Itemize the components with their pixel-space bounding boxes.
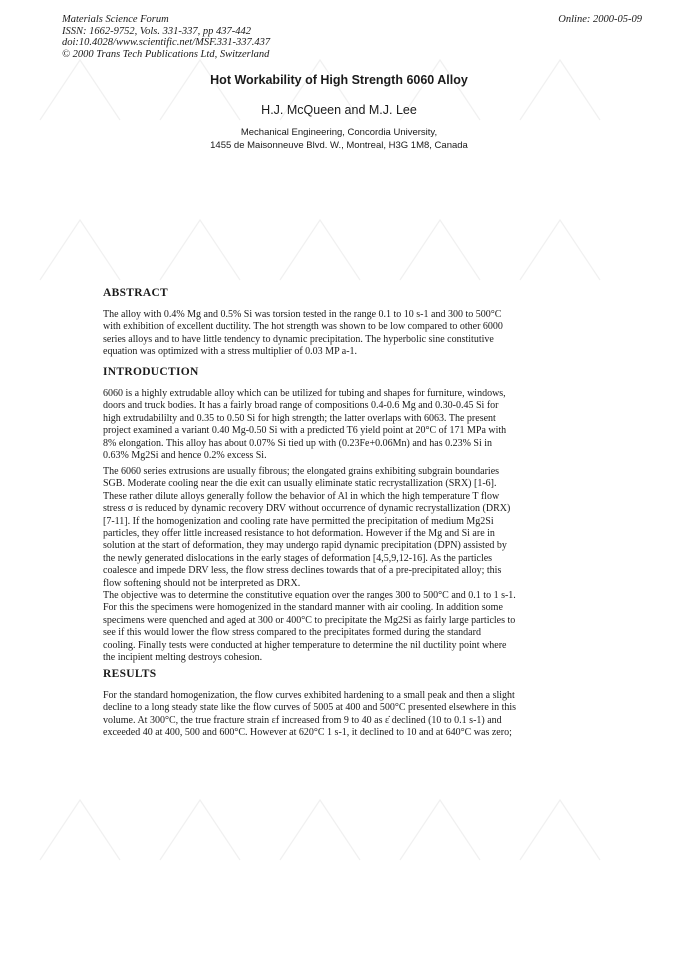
text-line: cooling. Finally tests were conducted at higher temperature to determine the nil ductility point where	[103, 639, 507, 651]
doi-line[interactable]: doi:10.4028/www.scientific.net/MSF.331-337.437	[62, 37, 271, 48]
copyright-line: © 2000 Trans Tech Publications Ltd, Switzerland	[62, 48, 270, 60]
text-line: For the standard homogenization, the flow curves exhibited hardening to a small peak and then a slight	[103, 690, 515, 701]
abstract-text	[103, 309, 593, 359]
text-line: SGB. Moderate cooling near the die exit can usually eliminate static recrystallization (SRX) [1-6].	[103, 478, 497, 490]
introduction-heading: INTRODUCTION	[103, 366, 199, 378]
text-line: 0.63% Mg2Si and hence 0.2% excess Si.	[103, 450, 267, 462]
text-line: 8% elongation. This alloy has about 0.07% Si tied up with (0.23Fe+0.06Mn) and has 0.23% Si in	[103, 437, 493, 449]
text-line: The alloy with 0.4% Mg and 0.5% Si was torsion tested in the range 0.1 to 10 s-1 and 300 to 500°C	[103, 309, 502, 320]
text-line: equation was optimized with a stress multiplier of 0.03 MP a-1.	[103, 346, 358, 358]
text-line: [7-11]. If the homogenization and cooling rate have permitted the precipitation of medium Mg2Si	[103, 515, 494, 527]
authors: H.J. McQueen and M.J. Lee	[261, 103, 417, 117]
paper-title: Hot Workability of High Strength 6060 Alloy	[210, 73, 468, 87]
text-line: decline to a long steady state like the flow curves of 5005 at 400 and 500°C presented elsewhere in this	[103, 702, 517, 714]
text-line: project examined a variant 0.40 Mg-0.50 Si with a predicted T6 yield point at 20°C of 171 MPa with	[103, 425, 507, 437]
text-line: 6060 is a highly extrudable alloy which can be utilized for tubing and shapes for furniture, windows,	[103, 388, 506, 399]
text-line: solution at the start of deformation, they may undergo rapid dynamic precipitation (DPN) assisted by	[103, 540, 507, 552]
text-line: exceeded 40 at 400, 500 and 600°C. However at 620°C 1 s-1, it declined to 10 and at 640°C was zero;	[103, 727, 512, 739]
text-line: with exhibition of excellent ductility. The hot strength was shown to be low compared to other 6000	[103, 321, 503, 333]
journal-name: Materials Science Forum	[62, 14, 169, 25]
online-date: Online: 2000-05-09	[558, 14, 642, 25]
text-line: series alloys and to have little tendency to dynamic precipitation. The hyperbolic sine constitutive	[103, 333, 494, 345]
text-line: stress σ is reduced by dynamic recovery DRV without occurrence of dynamic recrystallization (DRX)	[103, 503, 511, 515]
text-line: volume. At 300°C, the true fracture strain εf increased from 9 to 40 as ε̇ declined (10 to 0.1 s-1) and	[103, 714, 502, 726]
affiliation	[0, 127, 678, 152]
results-text	[103, 690, 593, 740]
intro-paragraph-3	[103, 590, 593, 664]
intro-paragraph-1	[103, 388, 593, 462]
journal-info	[62, 14, 270, 60]
abstract-heading: ABSTRACT	[103, 287, 169, 299]
text-line: doors and truck bodies. It has a fairly broad range of compositions 0.4-0.6 Mg and 0.30-0.45 Si for	[103, 400, 499, 412]
text-line: These rather dilute alloys generally follow the behavior of Al in which the high temperature T flow	[103, 490, 500, 502]
affiliation-line: 1455 de Maisonneuve Blvd. W., Montreal, H3G 1M8, Canada	[210, 139, 468, 151]
affiliation-line: Mechanical Engineering, Concordia University,	[240, 127, 438, 138]
text-line: the incipient melting destroys cohesion.	[103, 652, 263, 664]
text-line: specimens were quenched and aged at 300 or 400°C to precipitate the Mg2Si as fairly large particles to	[103, 614, 516, 626]
text-line: the newly generated dislocations in the early stages of deformation [4,5,9,12-16]. As the particles	[103, 552, 493, 564]
text-line: high extrudabililty and 0.35 to 0.50 Si for high strength; the latter overlaps with 6063. The present	[103, 412, 496, 424]
text-line: coalesce and impede DRV less, the flow stress declines towards that of a pre-precipitated alloy; this	[103, 565, 502, 577]
issn-line: ISSN: 1662-9752, Vols. 331-337, pp 437-442	[62, 25, 251, 37]
text-line: For this the specimens were homogenized in the standard manner with air cooling. In addition some	[103, 602, 503, 614]
text-line: flow softening should not be interpreted as DRX.	[103, 577, 301, 589]
intro-paragraph-2	[103, 466, 593, 590]
text-line: The objective was to determine the constitutive equation over the ranges 300 to 500°C and 0.1 to 1 s-1.	[103, 590, 516, 601]
results-heading: RESULTS	[103, 668, 157, 680]
text-line: see if this would lower the flow stress compared to the precipitates formed during the standard	[103, 627, 481, 639]
text-line: The 6060 series extrusions are usually fibrous; the elongated grains exhibiting subgrain boundaries	[103, 466, 500, 477]
text-line: particles, they offer little increased resistance to hot deformation. However if the Mg and Si are in	[103, 528, 495, 540]
